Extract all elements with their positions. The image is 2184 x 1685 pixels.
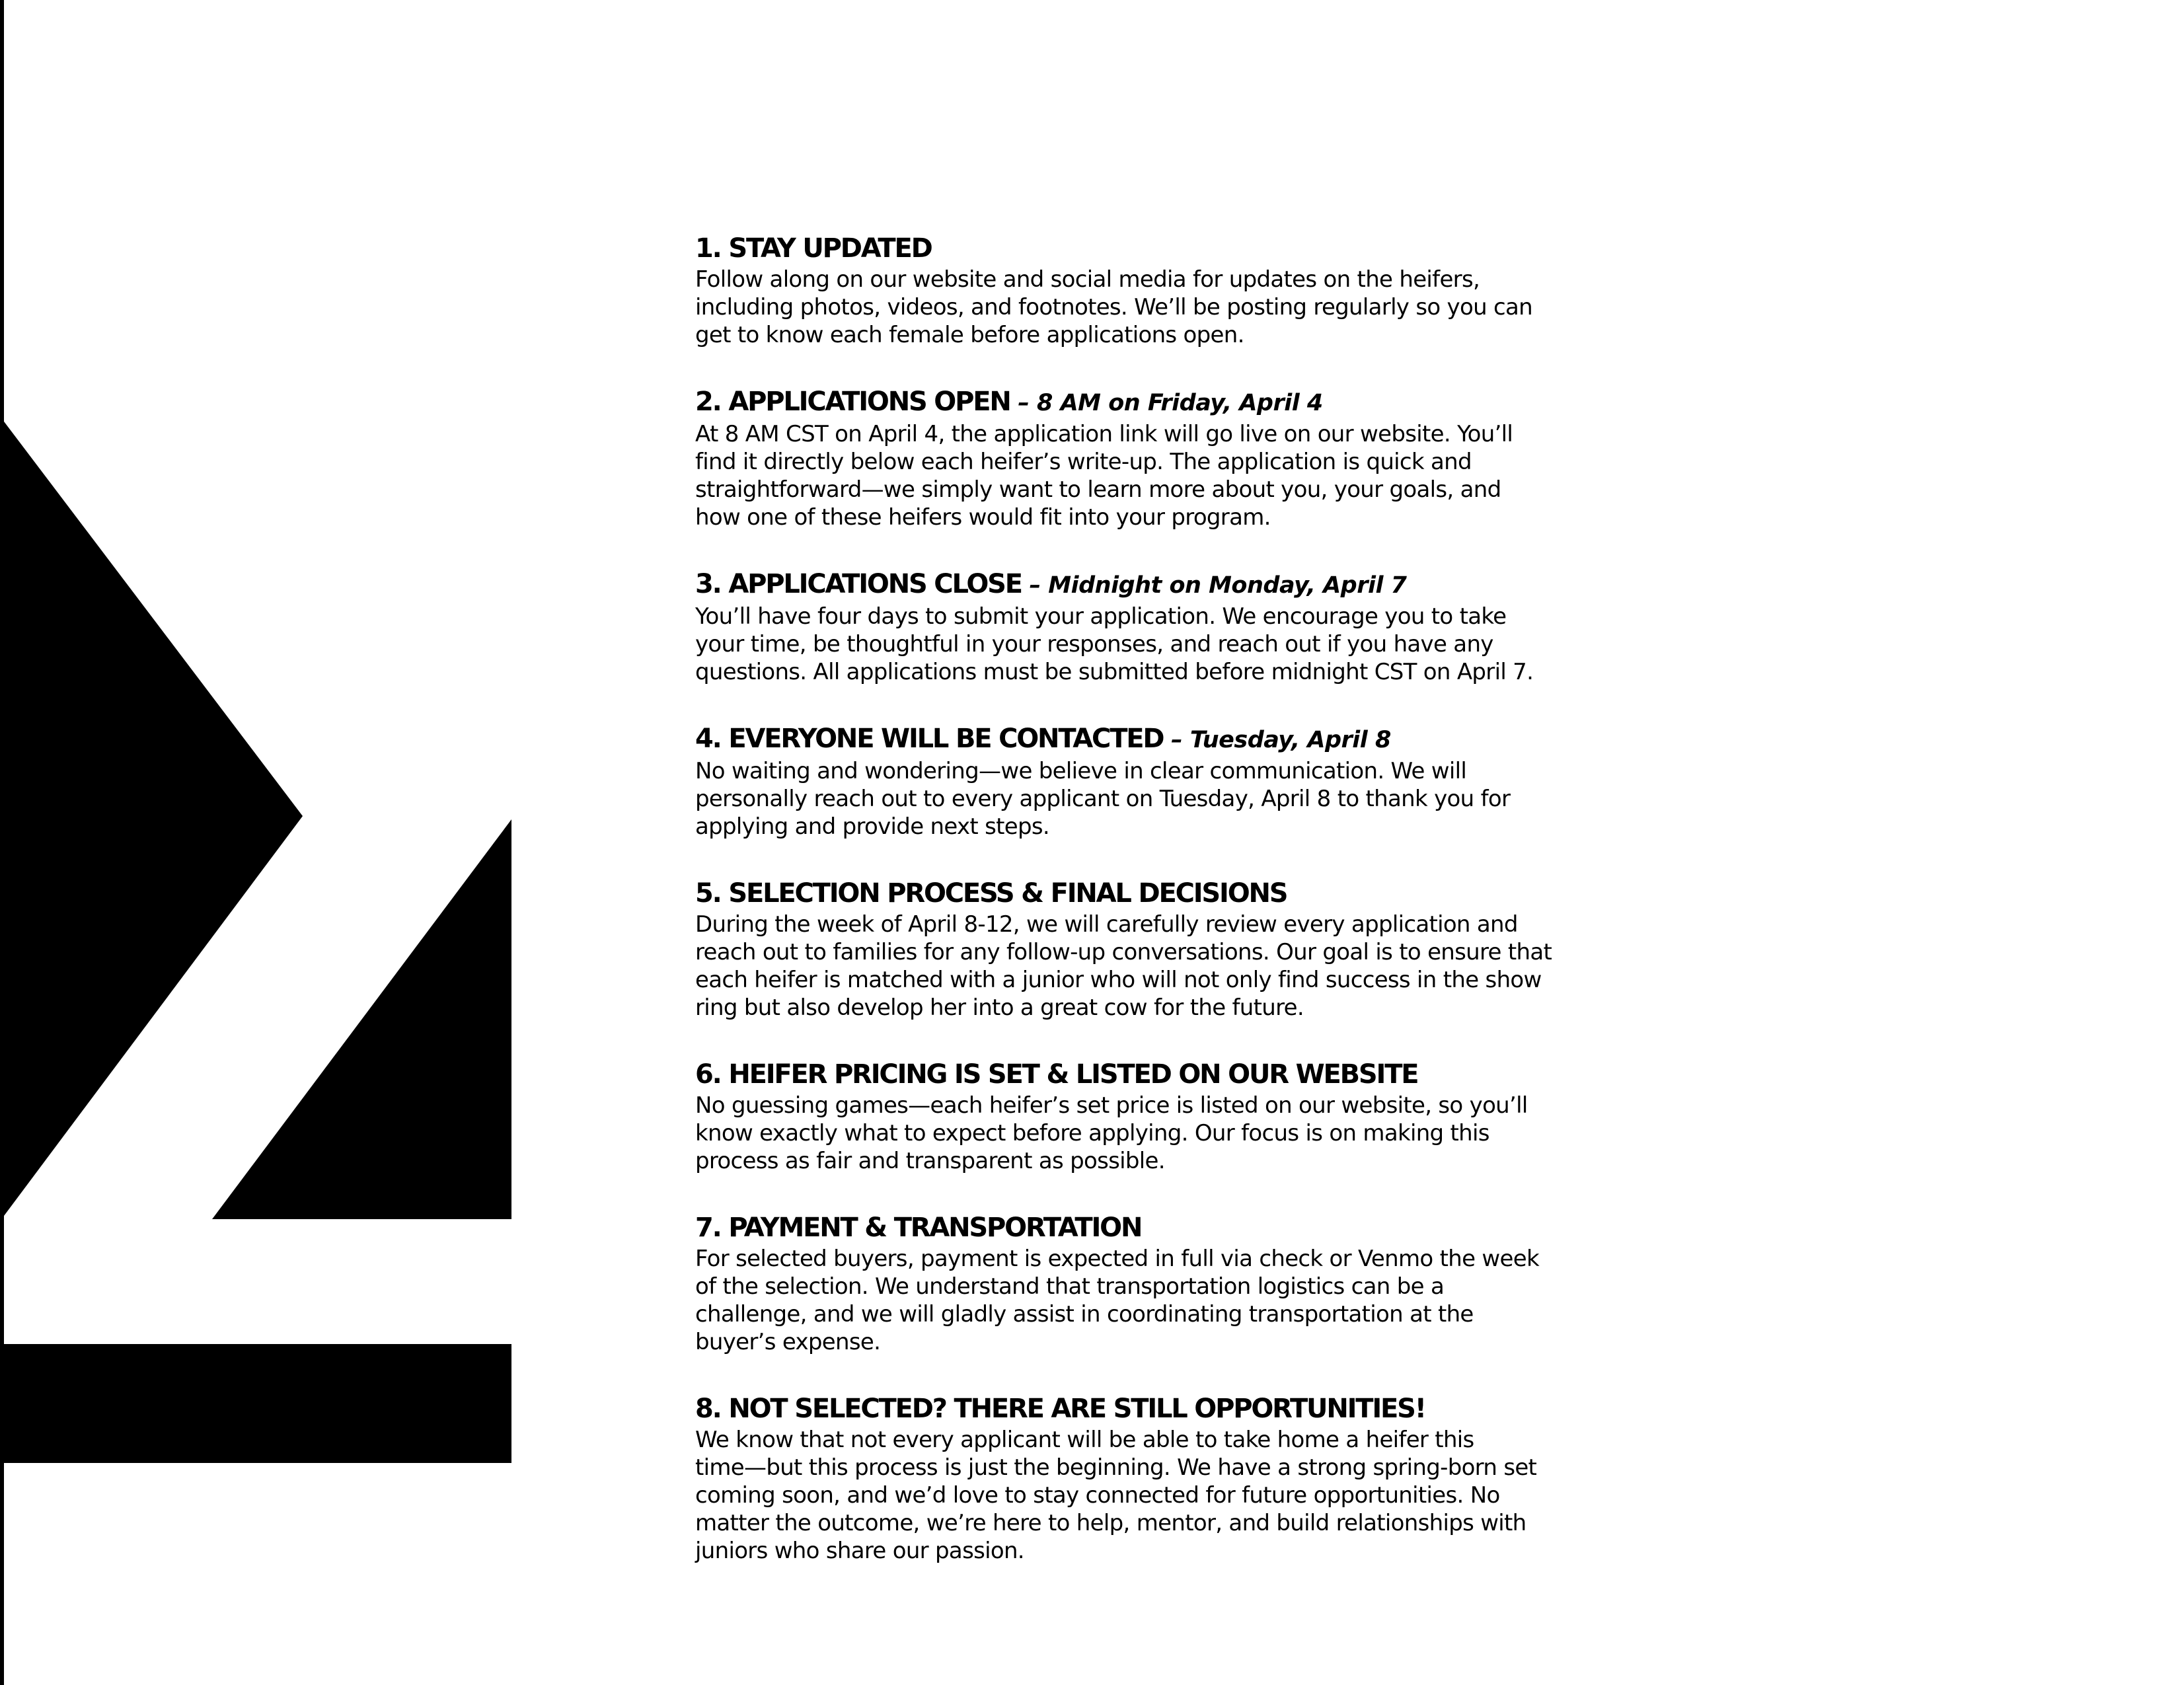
step-title: 6. HEIFER PRICING IS SET & LISTED ON OUR WEBSITE [695, 1059, 1418, 1090]
step-body [695, 266, 1620, 349]
step-title: 4. EVERYONE WILL BE CONTACTED [695, 724, 1164, 754]
step-body-line: straightforward—we simply want to learn more about you, your goals, and [695, 476, 1501, 503]
step-body-line: challenge, and we will gladly assist in coordinating transportation at the [695, 1301, 1474, 1328]
step-body-line: You’ll have four days to submit your application. We encourage you to take [695, 603, 1507, 630]
decorative-bar [0, 1344, 511, 1463]
step-section [695, 876, 1620, 1022]
step-body-line: matter the outcome, we’re here to help, mentor, and build relationships with [695, 1510, 1526, 1536]
step-title: 5. SELECTION PROCESS & FINAL DECISIONS [695, 878, 1287, 909]
step-body-line: time—but this process is just the beginning. We have a strong spring-born set [695, 1454, 1537, 1481]
step-section [695, 1392, 1620, 1565]
step-heading [695, 231, 1620, 266]
step-title: 8. NOT SELECTED? THERE ARE STILL OPPORTUNITIES! [695, 1394, 1425, 1424]
decorative-chevron [0, 416, 303, 1221]
step-heading [695, 1392, 1620, 1426]
step-section [695, 567, 1620, 686]
step-body-line: coming soon, and we’d love to stay connected for future opportunities. No [695, 1482, 1500, 1509]
step-body-line: your time, be thoughtful in your responses, and reach out if you have any [695, 631, 1493, 657]
step-body-line: know exactly what to expect before applying. Our focus is on making this [695, 1120, 1489, 1146]
step-heading [695, 1057, 1620, 1092]
step-title: 2. APPLICATIONS OPEN [695, 387, 1010, 417]
step-body-line: personally reach out to every applicant on Tuesday, April 8 to thank you for [695, 786, 1511, 812]
step-date: – 8 AM on Friday, April 4 [1018, 390, 1323, 416]
step-body-line: find it directly below each heifer’s write-up. The application is quick and [695, 449, 1472, 475]
step-body-line: questions. All applications must be submitted before midnight CST on April 7. [695, 659, 1534, 685]
step-heading [695, 1211, 1620, 1245]
step-title: 7. PAYMENT & TRANSPORTATION [695, 1213, 1142, 1243]
step-body-line: Follow along on our website and social media for updates on the heifers, [695, 266, 1480, 293]
step-date: – Tuesday, April 8 [1171, 727, 1391, 753]
step-body-line: reach out to families for any follow-up conversations. Our goal is to ensure that [695, 939, 1552, 965]
step-body [695, 1092, 1620, 1175]
step-body-line: each heifer is matched with a junior who will not only find success in the show [695, 967, 1542, 993]
step-heading [695, 385, 1620, 420]
step-section [695, 231, 1620, 349]
step-title: 1. STAY UPDATED [695, 233, 932, 264]
step-body [695, 911, 1620, 1022]
step-body-line: During the week of April 8-12, we will carefully review every application and [695, 911, 1518, 938]
step-body-line: how one of these heifers would fit into your program. [695, 504, 1271, 531]
step-body [695, 603, 1620, 686]
step-body-line: applying and provide next steps. [695, 813, 1050, 840]
step-section [695, 385, 1620, 531]
step-body [695, 420, 1620, 531]
step-heading [695, 567, 1620, 603]
step-body [695, 1426, 1620, 1565]
step-body-line: get to know each female before applications open. [695, 322, 1244, 348]
step-section [695, 1057, 1620, 1175]
step-body-line: We know that not every applicant will be able to take home a heifer this [695, 1427, 1474, 1453]
step-body-line: No guessing games—each heifer’s set price is listed on our website, so you’ll [695, 1092, 1528, 1119]
decorative-triangle [212, 819, 511, 1219]
step-heading [695, 722, 1620, 757]
step-title: 3. APPLICATIONS CLOSE [695, 569, 1022, 599]
step-body-line: process as fair and transparent as possible. [695, 1148, 1165, 1174]
step-body-line: At 8 AM CST on April 4, the application link will go live on our website. You’ll [695, 421, 1513, 447]
decorative-graphic [0, 0, 529, 1685]
step-section [695, 1211, 1620, 1356]
step-body [695, 757, 1620, 841]
step-body-line: For selected buyers, payment is expected in full via check or Venmo the week [695, 1246, 1539, 1272]
step-body-line: buyer’s expense. [695, 1329, 881, 1355]
step-body-line: juniors who share our passion. [695, 1538, 1024, 1564]
step-body-line: including photos, videos, and footnotes. We’ll be posting regularly so you can [695, 294, 1533, 320]
step-date: – Midnight on Monday, April 7 [1029, 572, 1407, 599]
steps-list [695, 231, 1620, 1600]
step-body [695, 1245, 1620, 1356]
step-heading [695, 876, 1620, 911]
step-body-line: No waiting and wondering—we believe in clear communication. We will [695, 758, 1467, 784]
step-body-line: of the selection. We understand that transportation logistics can be a [695, 1273, 1445, 1300]
step-section [695, 722, 1620, 841]
step-body-line: ring but also develop her into a great cow for the future. [695, 994, 1304, 1021]
